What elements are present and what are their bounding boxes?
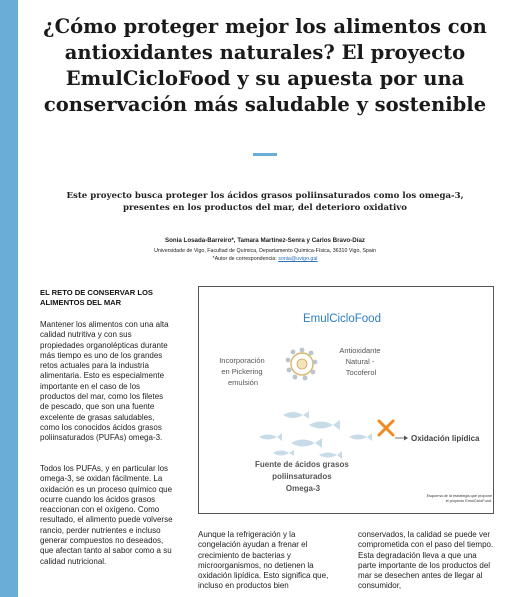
block-cross-icon — [379, 421, 393, 435]
strategy-figure — [198, 286, 494, 514]
arrow-right-icon — [395, 436, 408, 441]
affiliation-line: Universidade de Vigo, Facultad de Química, Departamento Química-Física, 36310 Vigo, Spain — [154, 248, 376, 254]
fish-school-icon — [259, 411, 372, 459]
correspondence-line — [60, 256, 470, 262]
correspondence-email-link[interactable]: sonia@uvigo.gal — [278, 256, 318, 262]
article-title: ¿Cómo proteger mejor los alimentos con antioxidantes naturales? El proyecto EmulCicloFood y su apuesta por una conservación más saludable y sostenible — [43, 15, 487, 116]
body-paragraph-3: Aunque la refrigeración y la congelación ayudan a frenar el crecimiento de bacterias y microorganismos, no detienen la oxidación lipídica. Esto significa que, incluso en productos bien — [198, 530, 329, 591]
figure-caption: Esquema de la estrategia que propone el proyecto EmulCicloFood. — [426, 494, 492, 503]
body-paragraph-4: conservados, la calidad se puede ver comprometida con el paso del tiempo. Esta degradación lleva a que una parte importante de los productos del mar se desechen antes de llegar al consumidor, — [358, 530, 494, 591]
emulsion-droplet-icon — [286, 348, 318, 381]
section-heading: EL RETO DE CONSERVAR LOS ALIMENTOS DEL MAR — [40, 288, 153, 307]
oxidation-label: Oxidación lipídica — [411, 434, 480, 443]
emulsion-label: Incorporación en Pickering emulsión — [219, 356, 265, 387]
correspondence-label: *Autor de correspondencia: — [212, 256, 277, 262]
body-paragraph-2: Todos los PUFAs, y en particular los omega-3, se oxidan fácilmente. La oxidación es un proceso químico que ocurre cuando los ácidos grasos reaccionan con el oxígeno. Como resultado, el alimento puede volverse rancio, perder nutrientes e incluso generar compuestos no deseados, que afectan tanto al sabor como a su calidad nutricional. — [40, 464, 173, 566]
antioxidant-label: Antioxidante Natural - Tocoferol — [339, 346, 381, 377]
side-accent-bar — [0, 0, 18, 597]
authors-line: Sonia Losada-Barreiro*, Tamara Martínez-Senra y Carlos Bravo-Díaz — [164, 237, 365, 244]
omega3-source-label: Fuente de ácidos grasos poliinsaturados Omega-3 — [254, 460, 349, 493]
title-divider — [253, 153, 277, 156]
figure-title: EmulCicloFood — [303, 313, 381, 325]
body-paragraph-1: Mantener los alimentos con una alta calidad nutritiva y con sus propiedades organolépticas durante más tiempo es uno de los grandes retos actuales para la industria alimentaria. Esto es especialmente importante en el caso de los productos del mar, como los filetes de pescado, que son una fuente excelente de grasas saludables, como los conocidos ácidos grasos poliinsaturados (PUFAs) omega-3. — [40, 320, 169, 443]
strategy-diagram — [199, 287, 495, 515]
article-subtitle: Este proyecto busca proteger los ácidos grasos poliinsaturados como los omega-3, presentes en los productos del mar, del deterioro oxidativo — [66, 191, 464, 213]
